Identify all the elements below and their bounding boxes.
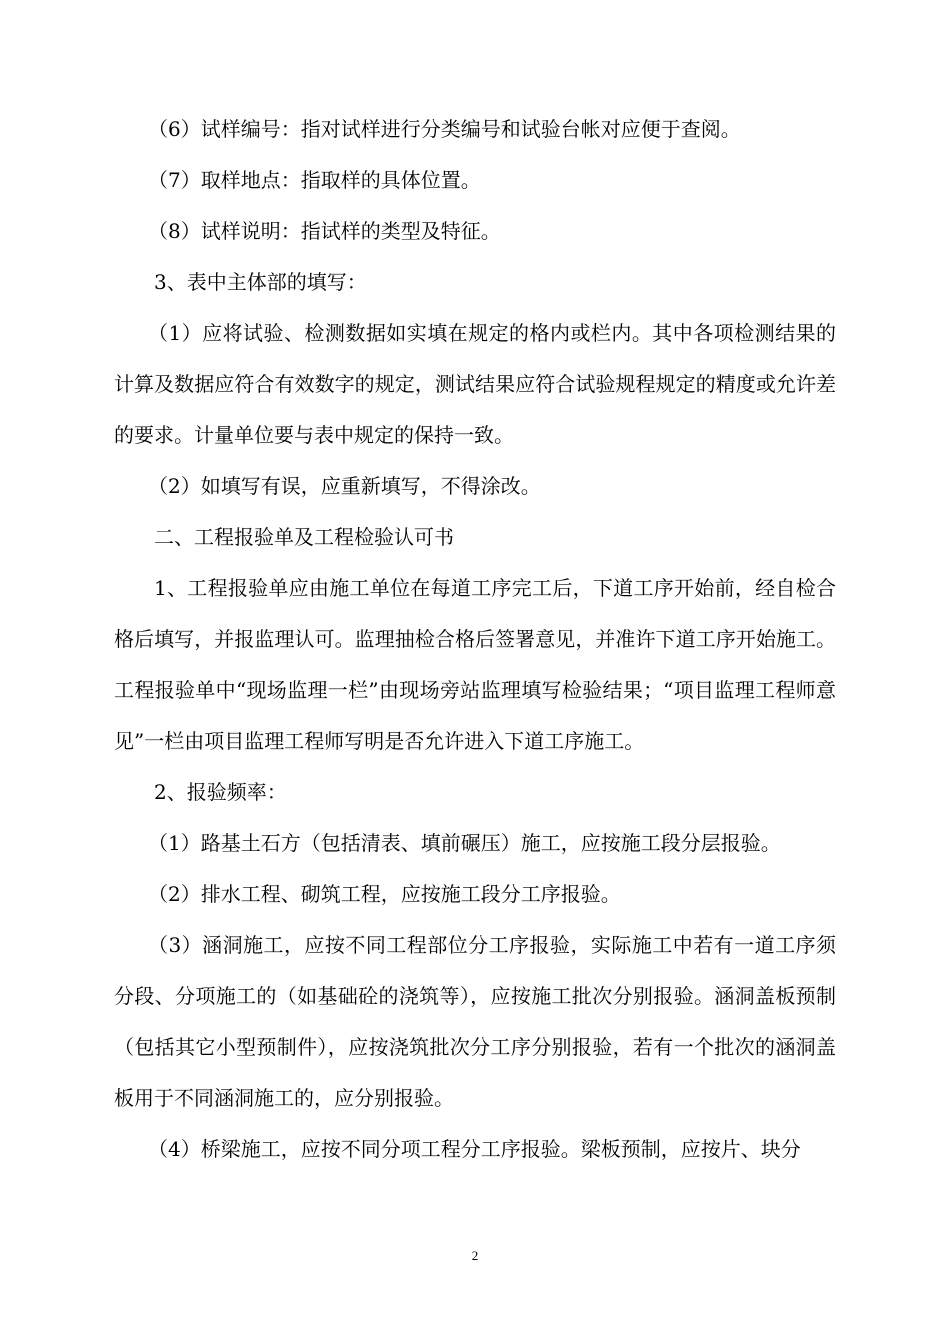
paragraph-inspection-form-procedure: 1、工程报验单应由施工单位在每道工序完工后，下道工序开始前，经自检合格后填写，并报监理认可。监理抽检合格后签署意见，并准许下道工序开始施工。工程报验单中“现场监理一栏”由现场旁站监理填写检验结果；“项目监理工程师意见”一栏由项目监理工程师写明是否允许进入下道工序施工。 bbox=[114, 576, 836, 753]
document-body bbox=[114, 104, 836, 1175]
paragraph-subgrade-earthwork: （1）路基土石方（包括清表、填前碾压）施工，应按施工段分层报验。 bbox=[148, 831, 781, 855]
paragraph-fill-data: （1）应将试验、检测数据如实填在规定的格内或栏内。其中各项检测结果的计算及数据应符合有效数字的规定，测试结果应符合试验规程规定的精度或允许差的要求。计量单位要与表中规定的保持一致。 bbox=[114, 321, 836, 447]
paragraph-bridge-construction: （4）桥梁施工，应按不同分项工程分工序报验。梁板预制，应按片、块分 bbox=[148, 1137, 801, 1161]
paragraph-correction-rule: （2）如填写有误，应重新填写，不得涂改。 bbox=[148, 474, 541, 498]
paragraph-sampling-location: （7）取样地点：指取样的具体位置。 bbox=[148, 168, 481, 192]
page-number: 2 bbox=[471, 1248, 479, 1263]
paragraph-culvert-construction: （3）涵洞施工，应按不同工程部位分工序报验，实际施工中若有一道工序须分段、分项施工的（如基础砼的浇筑等），应按施工批次分别报验。涵洞盖板预制（包括其它小型预制件），应按浇筑批次分工序分别报验，若有一个批次的涵洞盖板用于不同涵洞施工的，应分别报验。 bbox=[114, 933, 836, 1110]
paragraph-inspection-frequency-heading: 2、报验频率： bbox=[154, 780, 287, 804]
paragraph-drainage-masonry: （2）排水工程、砌筑工程，应按施工段分工序报验。 bbox=[148, 882, 621, 906]
paragraph-table-main-heading: 3、表中主体部的填写： bbox=[154, 270, 367, 294]
paragraph-sample-number: （6）试样编号：指对试样进行分类编号和试验台帐对应便于查阅。 bbox=[148, 117, 741, 141]
paragraph-sample-description: （8）试样说明：指试样的类型及特征。 bbox=[148, 219, 501, 243]
section-heading-inspection-forms: 二、工程报验单及工程检验认可书 bbox=[154, 525, 454, 549]
